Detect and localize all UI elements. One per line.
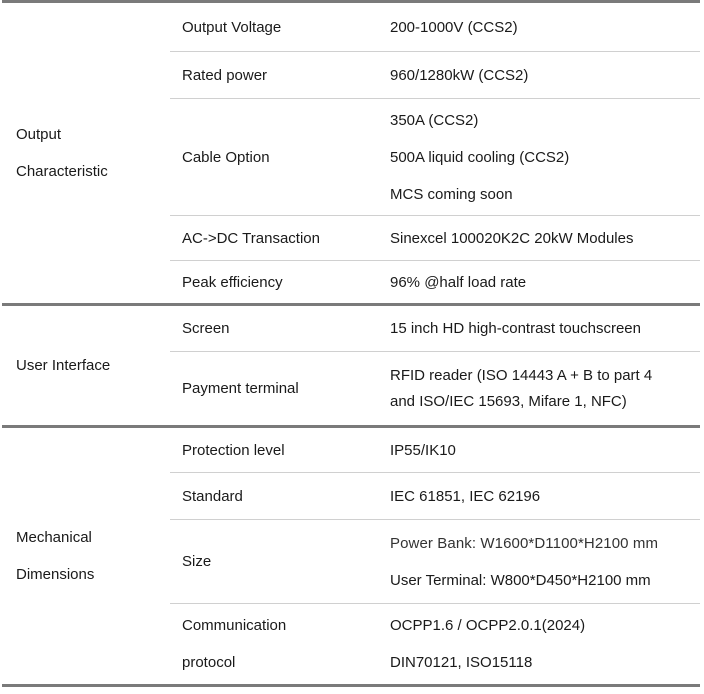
row-label-text: Size (182, 553, 212, 570)
row-label-text: Cable Option (182, 148, 270, 166)
row-value-text: 960/1280kW (CCS2) (390, 66, 529, 84)
row-value (380, 520, 700, 603)
section-output-characteristic (2, 0, 700, 303)
row-value (380, 306, 700, 351)
row-label-text: protocol (182, 654, 236, 671)
section-title (2, 3, 170, 303)
row-value-text: 200-1000V (CCS2) (390, 18, 518, 36)
row-label-text: Communication (182, 617, 287, 634)
row-value (380, 99, 700, 215)
row-value-text: 15 inch HD high-contrast touchscreen (390, 320, 641, 337)
row-label-text: Standard (182, 487, 243, 505)
row-value-text: IEC 61851, IEC 62196 (390, 487, 541, 505)
section-title-line: Characteristic (16, 163, 108, 180)
row-value (380, 216, 700, 260)
row-value-text: User Terminal: W800*D450*H2100 mm (390, 571, 651, 589)
table-row (170, 472, 700, 519)
table-row (170, 519, 700, 603)
row-value-text: DIN70121, ISO15118 (390, 654, 533, 671)
row-label (170, 261, 380, 303)
row-value-text: Sinexcel 100020K2C 20kW Modules (390, 229, 634, 247)
row-label-text: Rated power (182, 66, 268, 84)
table-row (170, 215, 700, 260)
row-value (380, 52, 700, 98)
table-row (170, 260, 700, 303)
row-label (170, 52, 380, 98)
section-title (2, 428, 170, 684)
row-label (170, 306, 380, 351)
row-value-text: and ISO/IEC 15693, Mifare 1, NFC) (390, 392, 627, 410)
section-mechanical-dimensions (2, 425, 700, 687)
row-value-text: MCS coming soon (390, 185, 513, 203)
row-value-text: 500A liquid cooling (CCS2) (390, 148, 570, 166)
table-row (170, 603, 700, 684)
row-value (380, 473, 700, 519)
row-value-text: 350A (CCS2) (390, 111, 479, 129)
section-title-line: Dimensions (16, 566, 95, 583)
row-label-text: Output Voltage (182, 18, 282, 36)
table-row (170, 351, 700, 425)
section-rows (170, 3, 700, 303)
row-label-text: Peak efficiency (182, 273, 283, 291)
row-value-text: IP55/IK10 (390, 441, 456, 459)
row-label-text: AC->DC Transaction (182, 229, 320, 247)
row-value (380, 604, 700, 684)
row-value-text: Power Bank: W1600*D1100*H2100 mm (390, 534, 659, 552)
table-row (170, 98, 700, 215)
section-title-line: Output (16, 126, 62, 143)
section-user-interface (2, 303, 700, 425)
row-label (170, 352, 380, 425)
section-rows (170, 428, 700, 684)
table-row (170, 428, 700, 472)
row-label (170, 604, 380, 684)
row-label-text: Protection level (182, 441, 285, 459)
row-label (170, 3, 380, 51)
row-value (380, 428, 700, 472)
row-value (380, 261, 700, 303)
row-label (170, 520, 380, 603)
row-value-text: OCPP1.6 / OCPP2.0.1(2024) (390, 617, 586, 634)
row-label (170, 99, 380, 215)
spec-table (2, 0, 700, 687)
table-row (170, 3, 700, 51)
row-label (170, 473, 380, 519)
section-title (2, 306, 170, 425)
table-row (170, 51, 700, 98)
row-label-text: Payment terminal (182, 380, 299, 397)
row-label (170, 216, 380, 260)
row-value-text: 96% @half load rate (390, 273, 527, 291)
row-value (380, 352, 700, 425)
section-title-line: Mechanical (16, 529, 92, 546)
section-rows (170, 306, 700, 425)
row-value (380, 3, 700, 51)
row-value-text: RFID reader (ISO 14443 A + B to part 4 (390, 366, 653, 384)
section-title-line: User Interface (16, 357, 111, 374)
row-label-text: Screen (182, 320, 230, 337)
table-row (170, 306, 700, 351)
row-label (170, 428, 380, 472)
